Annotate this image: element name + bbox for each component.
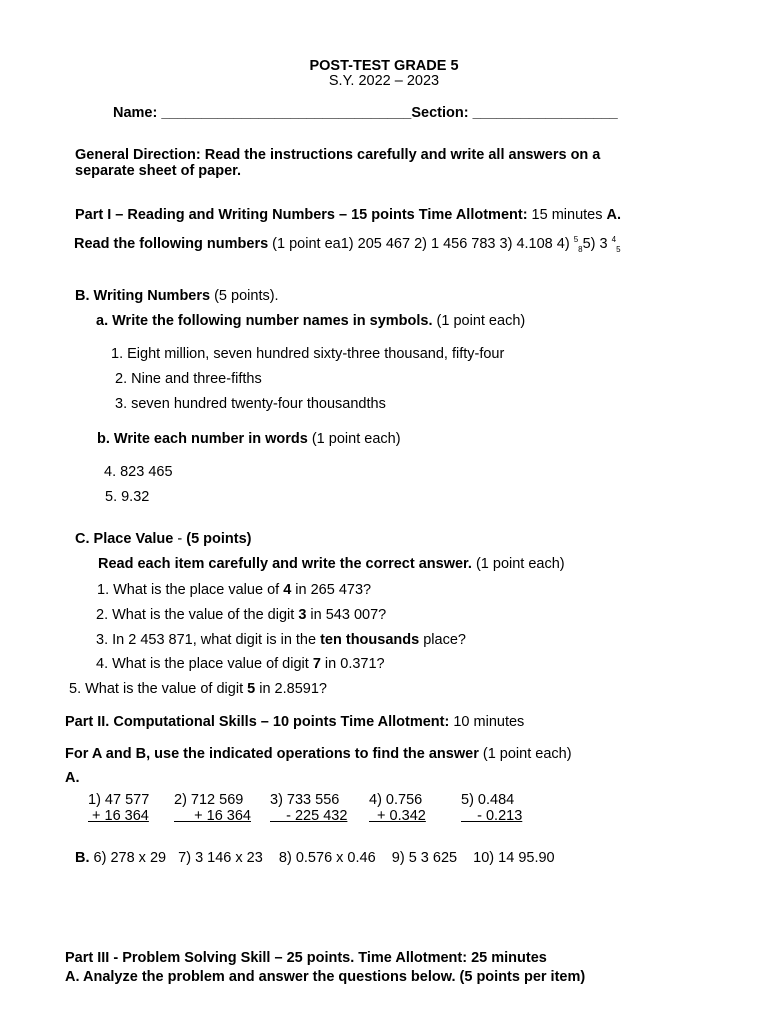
place-value-item: 5. What is the value of digit 5 in 2.8591? <box>69 681 327 697</box>
place-value-points: (5 points) <box>186 531 252 547</box>
fraction2-numerator: 4 <box>611 235 617 245</box>
part2-heading-time: 10 minutes <box>449 714 525 730</box>
test-title: POST-TEST GRADE 5 <box>309 58 459 74</box>
words-item-4: 4. 823 465 <box>104 464 173 480</box>
read-numbers-mid: 5) 3 <box>582 236 612 252</box>
place-value-title: C. Place Value <box>75 531 174 547</box>
fraction1-numerator: 5 <box>573 235 579 245</box>
place-value-instruction-title: Read each item carefully and write the correct answer. <box>98 556 472 572</box>
part2-instruction-points: (1 point each) <box>478 746 572 762</box>
name-blank[interactable]: _______________________________ <box>161 105 412 121</box>
symbols-instruction-points: (1 point each) <box>432 313 526 329</box>
part3-instruction: A. Analyze the problem and answer the questions below. (5 points per item) <box>65 969 586 985</box>
addition-problem-4: 4) 0.756 + 0.342 <box>369 792 426 824</box>
writing-numbers-points: (5 points). <box>210 288 279 304</box>
fraction1-denominator: 8 <box>578 244 583 254</box>
part2-instruction-title: For A and B, use the indicated operations to find the answer <box>65 746 479 762</box>
words-instruction-points: (1 point each) <box>307 431 401 447</box>
writing-numbers-heading <box>75 288 279 305</box>
symbols-instruction <box>96 313 525 330</box>
place-value-instruction <box>98 556 565 573</box>
part2-a-label: A. <box>65 770 80 786</box>
words-instruction-title: b. Write each number in words <box>97 431 308 447</box>
part2-heading-title: Part II. Computational Skills – 10 points Time Allotment: <box>65 714 450 730</box>
part1-heading <box>75 207 621 224</box>
place-value-item: 3. In 2 453 871, what digit is in the ten thousands place? <box>96 632 466 648</box>
symbols-item-3: 3. seven hundred twenty-four thousandths <box>115 396 386 412</box>
name-section-line <box>113 105 618 122</box>
part1-heading-a: A. <box>606 207 622 223</box>
place-value-item: 1. What is the place value of 4 in 265 473? <box>97 582 372 598</box>
place-value-item: 2. What is the value of the digit 3 in 543 007? <box>96 607 387 623</box>
symbols-item-2: 2. Nine and three-fifths <box>115 371 262 387</box>
part2-heading <box>65 714 524 731</box>
addition-problem-1: 1) 47 577 + 16 364 <box>88 792 150 824</box>
part3-heading: Part III - Problem Solving Skill – 25 points. Time Allotment: 25 minutes <box>65 950 547 966</box>
read-numbers-line <box>74 236 621 253</box>
part2-b-line <box>75 850 555 867</box>
addition-problem-2: 2) 712 569 + 16 364 <box>174 792 251 824</box>
general-direction-line2: separate sheet of paper. <box>75 163 242 179</box>
part1-heading-time: 15 minutes <box>527 207 607 223</box>
part2-b-label: B. <box>75 850 90 866</box>
words-item-5: 5. 9.32 <box>105 489 150 505</box>
section-blank[interactable]: __________________ <box>472 105 618 121</box>
subtraction-problem-5: 5) 0.484 - 0.213 <box>461 792 523 824</box>
part2-instruction <box>65 746 572 763</box>
read-numbers-items: (1 point ea1) 205 467 2) 1 456 783 3) 4.108 4) <box>268 236 574 252</box>
part1-heading-title: Part I – Reading and Writing Numbers – 15 points Time Allotment: <box>75 207 528 223</box>
school-year: S.Y. 2022 – 2023 <box>328 73 440 89</box>
symbols-item-1: 1. Eight million, seven hundred sixty-three thousand, fifty-four <box>111 346 505 362</box>
name-label: Name: <box>113 105 162 121</box>
part2-b-items: 6) 278 x 29 7) 3 146 x 23 8) 0.576 x 0.46 9) 5 3 625 10) 14 95.90 <box>89 850 555 866</box>
writing-numbers-title: B. Writing Numbers <box>75 288 211 304</box>
place-value-heading <box>75 531 251 548</box>
subtraction-problem-3: 3) 733 556 - 225 432 <box>270 792 348 824</box>
place-value-item: 4. What is the place value of digit 7 in 0.371? <box>96 656 385 672</box>
place-value-dash: - <box>173 531 187 547</box>
section-label: Section: <box>411 105 473 121</box>
symbols-instruction-title: a. Write the following number names in symbols. <box>96 313 433 329</box>
place-value-instruction-points: (1 point each) <box>471 556 565 572</box>
general-direction-line1: General Direction: Read the instructions carefully and write all answers on a <box>75 147 601 163</box>
read-numbers-label: Read the following numbers <box>74 236 269 252</box>
words-instruction <box>97 431 401 448</box>
fraction2-denominator: 5 <box>616 244 621 254</box>
